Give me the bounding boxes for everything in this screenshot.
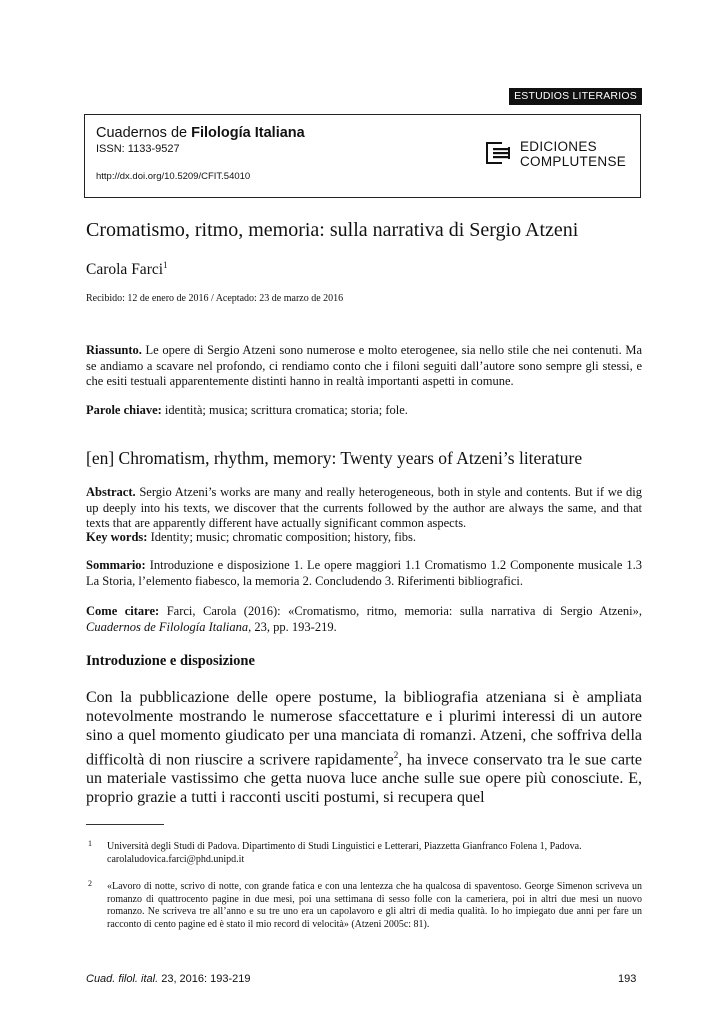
footnote-1-number: 1: [88, 839, 92, 848]
section-tag: ESTUDIOS LITERARIOS: [509, 88, 642, 105]
parole-chiave: Parole chiave: identità; musica; scrittura cromatica; storia; fole.: [86, 403, 408, 417]
footnote-1: Università degli Studi di Padova. Dipartimento di Studi Linguistici e Letterari, Piazzetta Gianfranco Folena 1, Padova. carolaludovica.farci@phd.unipd.it: [107, 841, 642, 866]
page-number: 193: [618, 973, 637, 985]
footnote-2-number: 2: [88, 879, 92, 888]
footnote-ref-2[interactable]: 2: [393, 749, 399, 760]
journal-header-box: [84, 114, 641, 198]
received-accepted-dates: Recibido: 12 de enero de 2016 / Aceptado: 23 de marzo de 2016: [86, 293, 344, 304]
journal-issn: ISSN: 1133-9527: [96, 143, 180, 155]
body-paragraph: Con la pubblicazione delle opere postume, la bibliografia atzeniana si è ampliata notevolmente mostrando le numerose sfaccettature e i plurimi interessi di un autore sino a quel momento giudicato per una manciata di romanzi. Atzeni, che soffriva della difficoltà di non riuscire a scrivere rapidamente$^2$, ha invece conservato tra le sue carte un materiale vastissimo che getta nuova luce anche sulle sue opere più conosciute. E, proprio grazie a tutti i racconti usciti postumi, si recupera quel: [86, 689, 642, 807]
running-footer: Cuad. filol. ital. 23, 2016: 193-219: [86, 973, 251, 985]
author-name: Carola Farci$^1$: [86, 260, 168, 279]
sommario: Sommario: Introduzione e disposizione 1. Le opere maggiori 1.1 Cromatismo 1.2 Componente musicale 1.3 La Storia, l’elemento fiabesco, la memoria 2. Concludendo 3. Riferimenti bibliografici.: [86, 558, 642, 588]
english-title: [en] Chromatism, rhythm, memory: Twenty years of Atzeni’s literature: [86, 448, 583, 468]
key-words: Key words: Identity; music; chromatic composition; history, fibs.: [86, 530, 417, 544]
author-email[interactable]: carolaludovica.farci@phd.unipd.it: [107, 853, 245, 865]
footnote-ref-1[interactable]: 1: [163, 260, 168, 270]
doi-link[interactable]: http://dx.doi.org/10.5209/CFIT.54010: [96, 171, 251, 182]
publisher-logo-icon: [486, 142, 510, 164]
footnote-divider: [86, 824, 164, 825]
journal-name: Cuadernos de Filología Italiana: [96, 125, 305, 141]
footnote-2: «Lavoro di notte, scrivo di notte, con grande fatica e con una lentezza che ha qualcosa di spaventoso. George Simenon scriveva un romanzo di quattrocento pagine in due mesi, poi una settimana di sesso folle con la cameriera, poi in altri due mesi un nuovo romanzo. Ne scriveva tre all’anno e su tre uno era un capolavoro e gli altri di media qualità. Io ho impiegato due anni per fare un racconto di cento pagine ed è stato il mio record di velocità» (Atzeni 2005c: 81).: [107, 881, 642, 930]
abstract: Abstract. Sergio Atzeni’s works are many and really heterogeneous, both in style and contents. But if we dig up deeply into his texts, we discover that the currents followed by the author are always the same, and that texts that are apparently different have actually significant common aspects.: [86, 485, 642, 530]
publisher-name: EDICIONES COMPLUTENSE: [520, 139, 627, 169]
section-heading: Introduzione e disposizione: [86, 653, 255, 669]
article-title: Cromatismo, ritmo, memoria: sulla narrativa di Sergio Atzeni: [86, 219, 579, 241]
come-citare: Come citare: Farci, Carola (2016): «Cromatismo, ritmo, memoria: sulla narrativa di Sergio Atzeni», Cuadernos de Filología Italiana, 23, pp. 193-219.: [86, 604, 642, 634]
riassunto: Riassunto. Le opere di Sergio Atzeni sono numerose e molto eterogenee, sia nello stile che nei contenuti. Ma se andiamo a scavare nel profondo, ci rendiamo conto che i filoni seguiti dall’autore sono sempre gli stessi, e che esiti testuali apparentemente distinti hanno in realtà importanti aspetti in comune.: [86, 343, 642, 388]
